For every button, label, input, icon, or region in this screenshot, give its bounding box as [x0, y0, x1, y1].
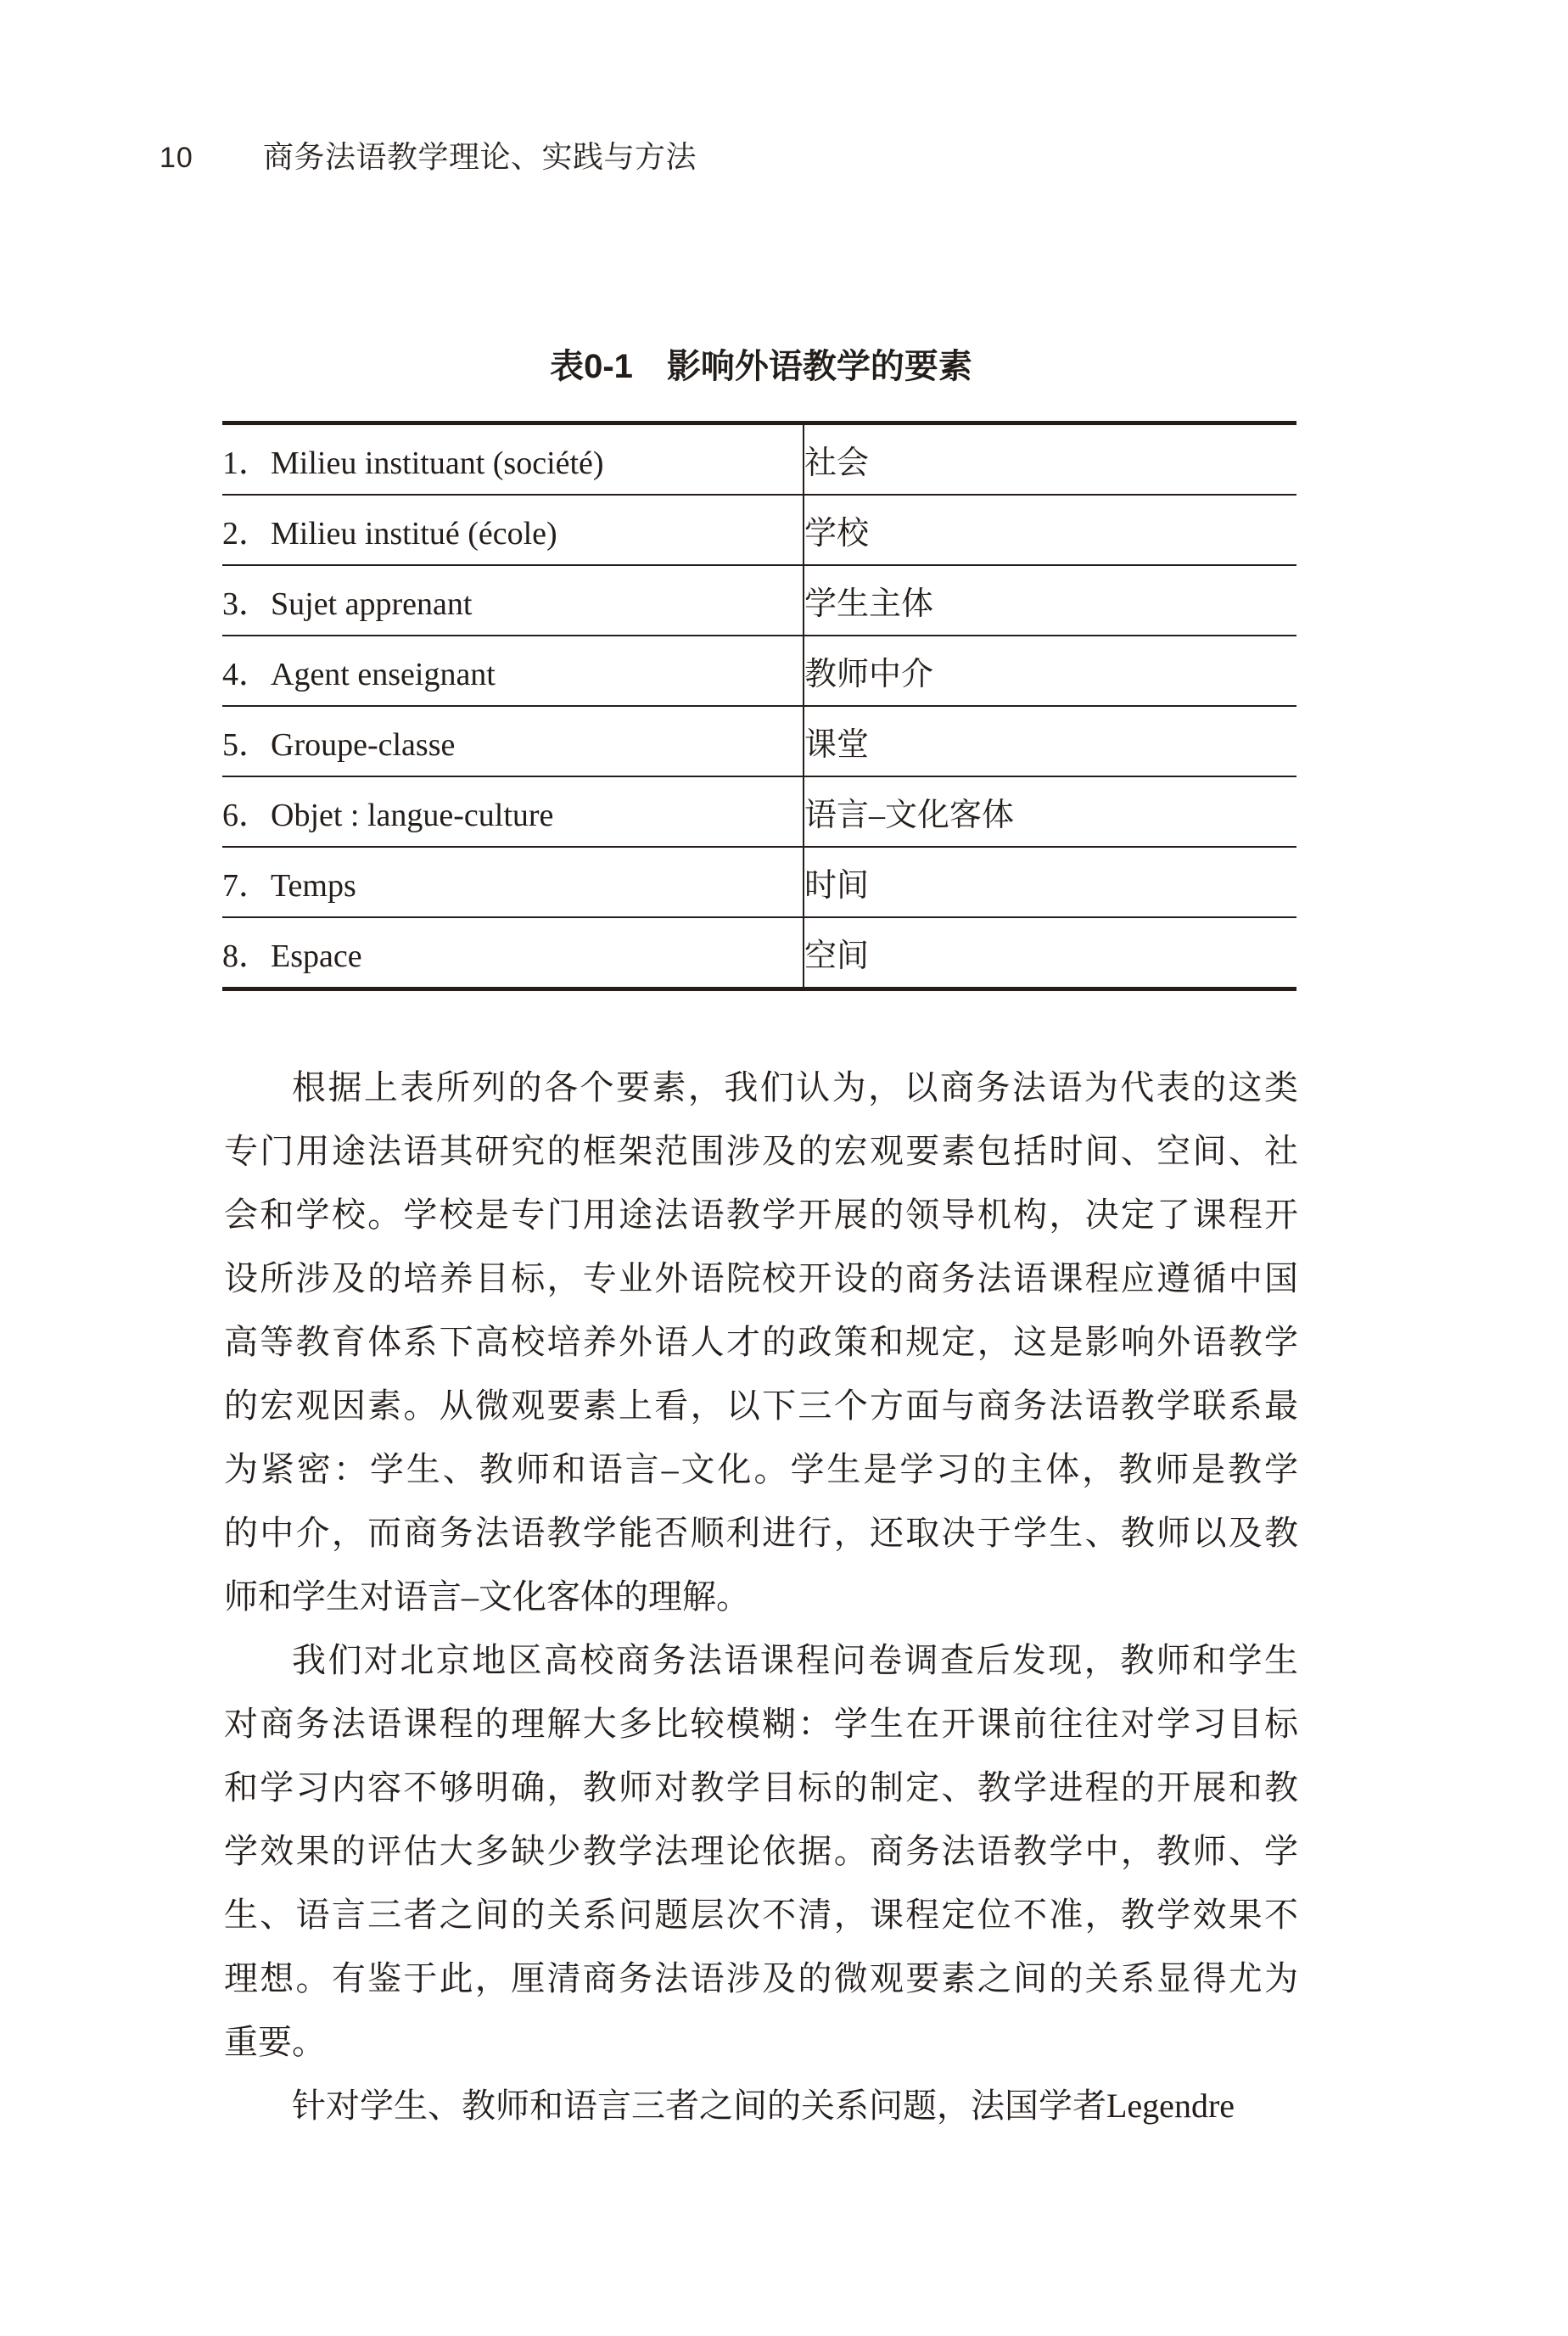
- table-row: [222, 706, 1296, 776]
- factor-translation-cell: 学生主体: [804, 565, 1296, 636]
- table-caption: [224, 346, 1298, 387]
- text-line: 针对学生、教师和语言三者之间的关系问题，法国学者Legendre: [292, 2087, 1235, 2125]
- factor-term-cell: 6．Objet : langue-culture: [222, 776, 804, 847]
- factor-term-cell: 5．Groupe-classe: [222, 706, 804, 776]
- factor-term-cell: 8．Espace: [222, 917, 804, 989]
- factor-translation-cell: 教师中介: [804, 636, 1296, 706]
- factor-term-cell: 2．Milieu institué (école): [222, 495, 804, 565]
- factor-term-cell: 4．Agent enseignant: [222, 636, 804, 706]
- factor-term-cell: 7．Temps: [222, 847, 804, 917]
- text-line: 为紧密：学生、教师和语言–文化。学生是学习的主体，教师是教学: [224, 1450, 1298, 1488]
- body-text: [224, 1056, 1298, 2137]
- factor-translation-cell: 时间: [804, 847, 1296, 917]
- text-line: 对商务法语课程的理解大多比较模糊：学生在开课前往往对学习目标: [224, 1705, 1298, 1743]
- factor-translation-cell: 学校: [804, 495, 1296, 565]
- text-line: 高等教育体系下高校培养外语人才的政策和规定，这是影响外语教学: [224, 1323, 1298, 1361]
- text-line: 专门用途法语其研究的框架范围涉及的宏观要素包括时间、空间、社: [224, 1132, 1298, 1170]
- factor-term-cell: 3．Sujet apprenant: [222, 565, 804, 636]
- text-line: 我们对北京地区高校商务法语课程问卷调查后发现，教师和学生: [292, 1641, 1298, 1679]
- text-line: 的宏观因素。从微观要素上看，以下三个方面与商务法语教学联系最: [224, 1386, 1298, 1425]
- page-number: 10: [160, 142, 193, 174]
- table-row: [222, 495, 1296, 565]
- table-row: [222, 423, 1296, 496]
- factor-translation-cell: 语言–文化客体: [804, 776, 1296, 847]
- text-line: 和学习内容不够明确，教师对教学目标的制定、教学进程的开展和教: [224, 1768, 1298, 1807]
- table-caption-title: 影响外语教学的要素: [666, 348, 972, 385]
- table-caption-label: 表0-1: [550, 348, 633, 385]
- table-row: [222, 636, 1296, 706]
- running-header: [160, 139, 697, 176]
- table-row: [222, 847, 1296, 917]
- text-line: 根据上表所列的各个要素，我们认为，以商务法语为代表的这类: [292, 1068, 1298, 1106]
- text-line: 学效果的评估大多缺少教学法理论依据。商务法语教学中，教师、学: [224, 1832, 1298, 1870]
- text-line: 师和学生对语言–文化客体的理解。: [224, 1577, 750, 1616]
- factors-table: [222, 421, 1296, 991]
- table-row: [222, 565, 1296, 636]
- running-title: 商务法语教学理论、实践与方法: [263, 139, 697, 174]
- factor-term-cell: 1．Milieu instituant (société): [222, 423, 804, 496]
- text-line: 会和学校。学校是专门用途法语教学开展的领导机构，决定了课程开: [224, 1196, 1298, 1234]
- text-line: 理想。有鉴于此，厘清商务法语涉及的微观要素之间的关系显得尤为: [224, 1959, 1298, 1997]
- factor-translation-cell: 课堂: [804, 706, 1296, 776]
- table-row: [222, 776, 1296, 847]
- factor-translation-cell: 空间: [804, 917, 1296, 989]
- table-row: [222, 917, 1296, 989]
- text-line: 生、语言三者之间的关系问题层次不清，课程定位不准，教学效果不: [224, 1896, 1298, 1934]
- factor-translation-cell: 社会: [804, 445, 870, 481]
- text-line: 设所涉及的培养目标，专业外语院校开设的商务法语课程应遵循中国: [224, 1259, 1298, 1297]
- text-line: 重要。: [224, 2023, 326, 2061]
- text-line: 的中介，而商务法语教学能否顺利进行，还取决于学生、教师以及教: [224, 1514, 1298, 1552]
